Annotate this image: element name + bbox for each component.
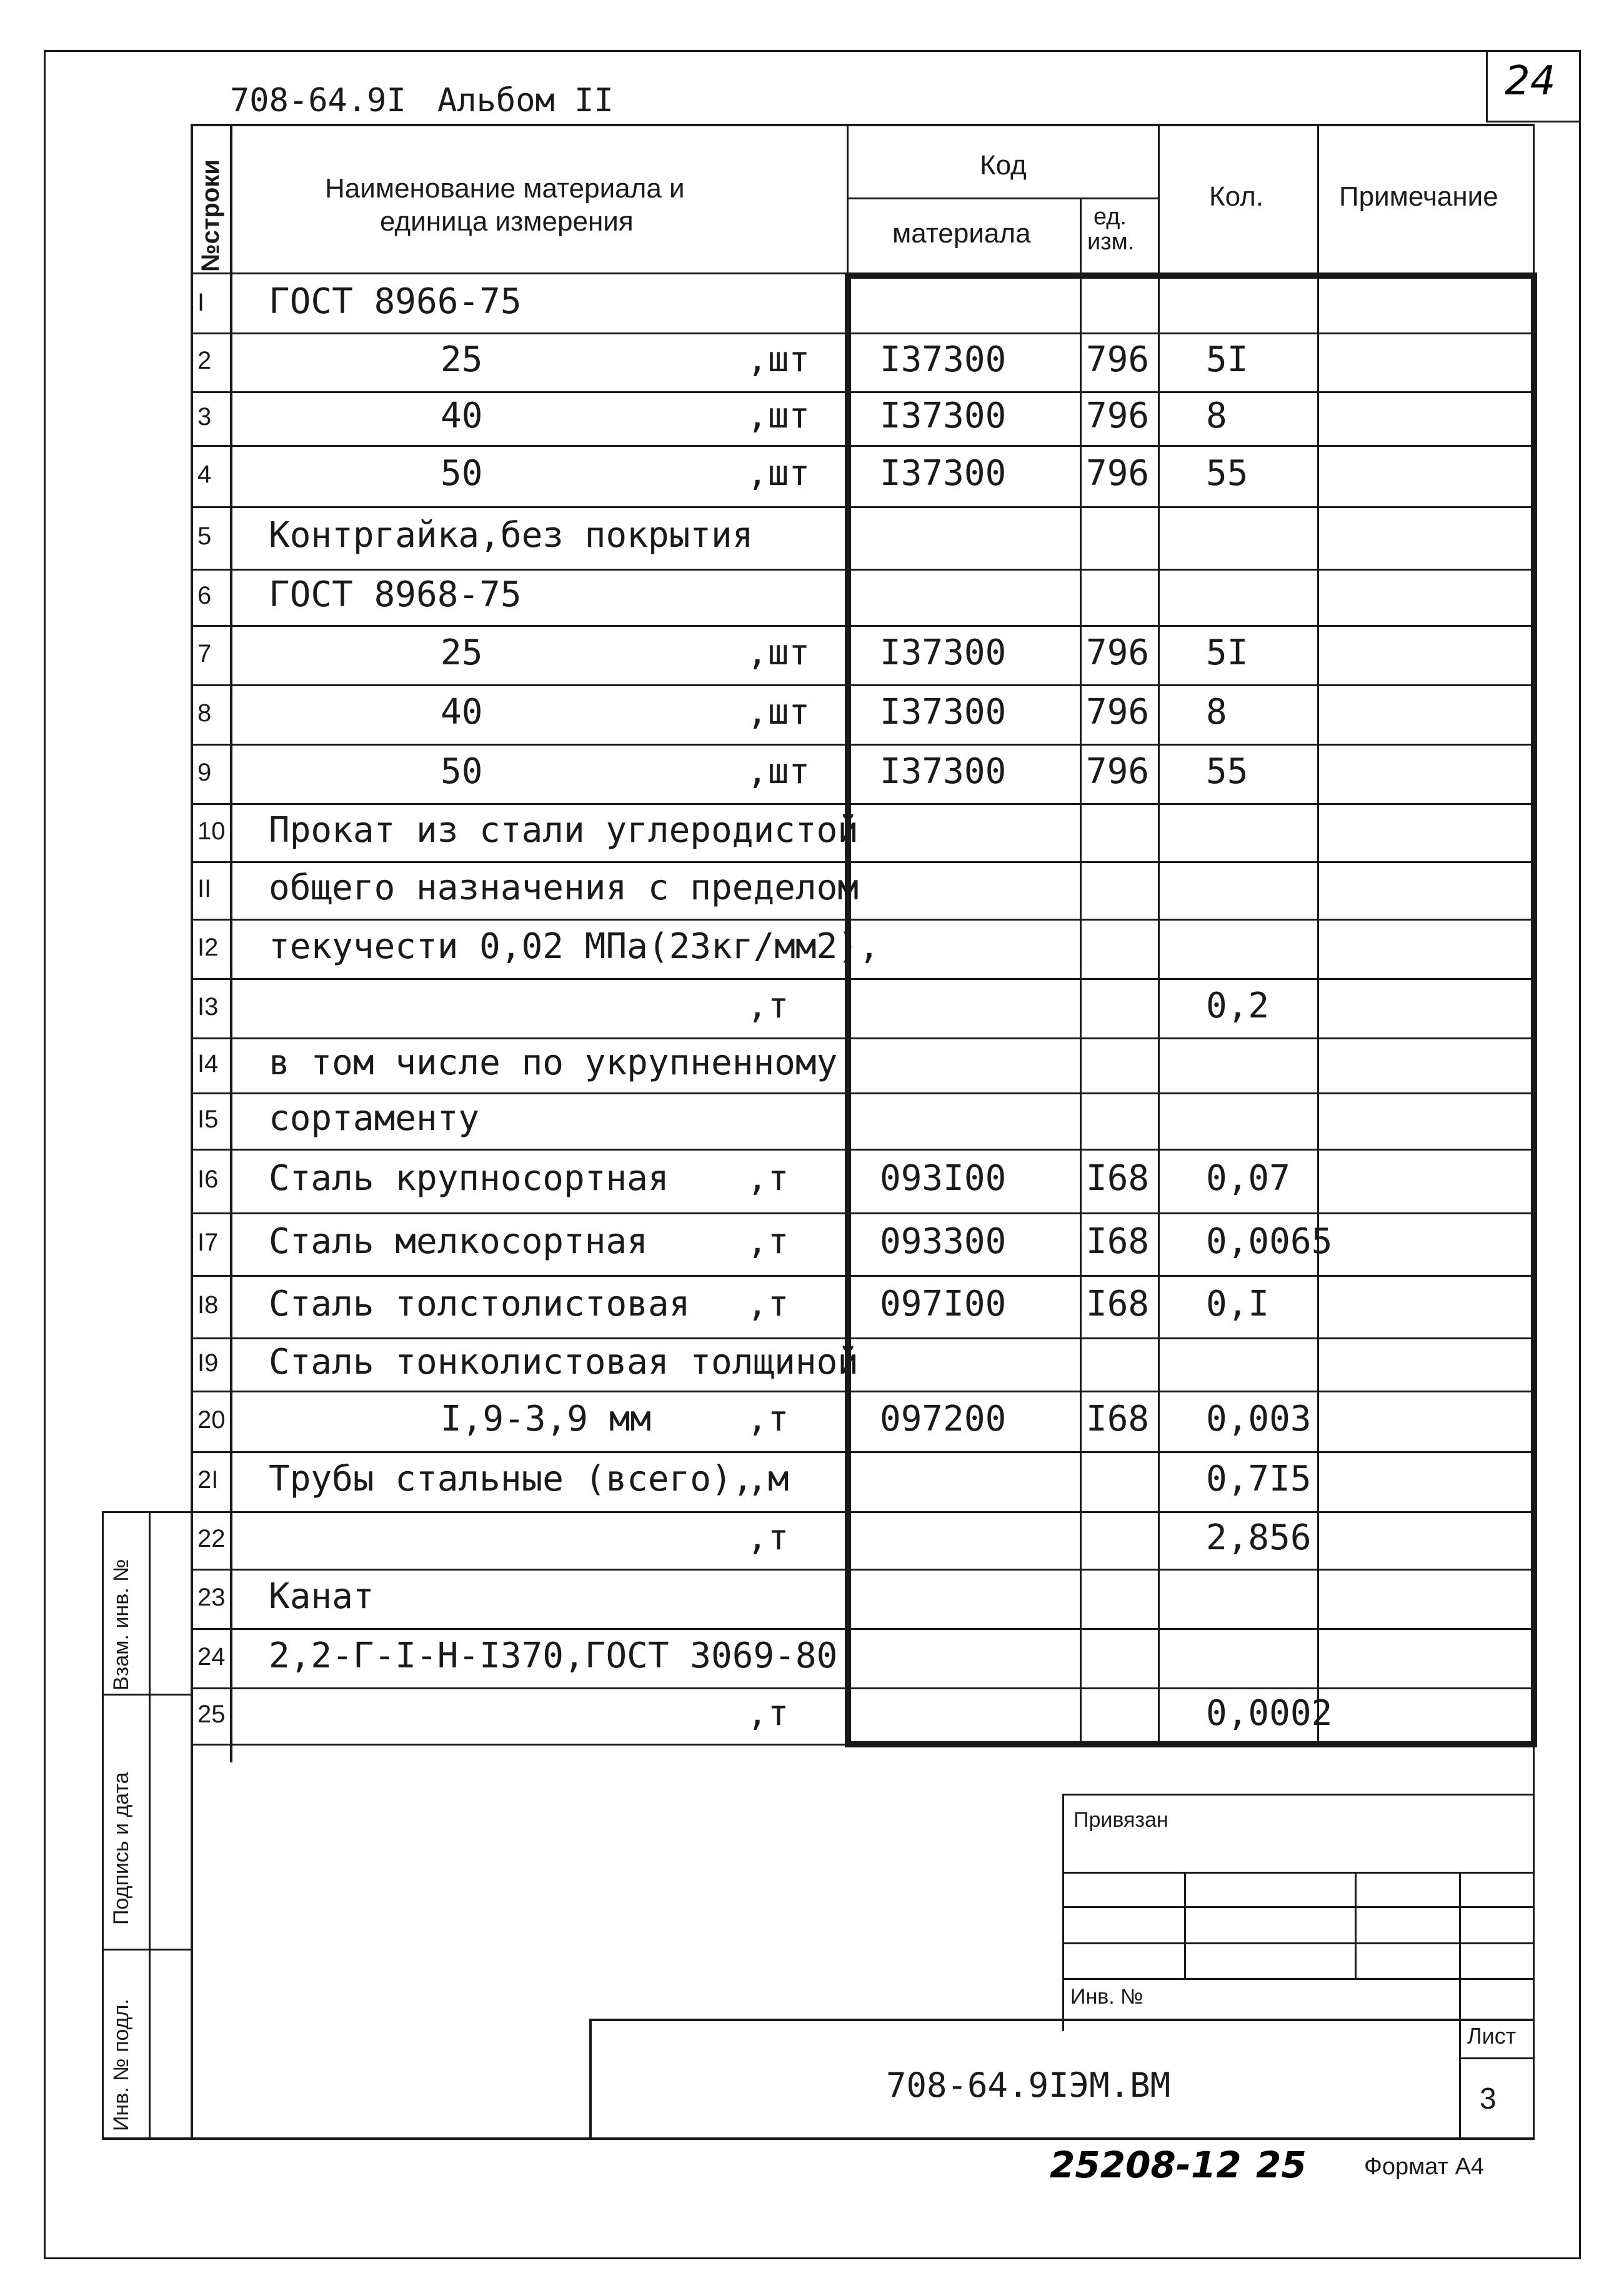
row-material-code: 097I00	[880, 1284, 1007, 1325]
row-material-code: 093I00	[880, 1158, 1007, 1199]
row-number: I	[197, 289, 205, 316]
row-separator	[191, 861, 1534, 863]
row-number: 10	[197, 817, 226, 845]
outer-frame-right	[1579, 50, 1581, 2259]
row-number: 5	[197, 522, 212, 550]
row-unit: ,т	[747, 1693, 789, 1734]
row-name: текучести 0,02 МПа(23кг/мм2),	[269, 926, 880, 967]
row-name: в том числе по укрупненному	[269, 1042, 838, 1084]
row-number: 25	[197, 1701, 226, 1728]
row-number: II	[197, 875, 212, 902]
stamp-privyazan: Привязан	[1074, 1808, 1168, 1832]
row-number: 8	[197, 699, 212, 727]
row-name: Прокат из стали углеродистой	[269, 809, 859, 851]
row-number: 2	[197, 347, 212, 374]
row-unit: ,т	[747, 1398, 789, 1439]
row-separator	[191, 1687, 1534, 1689]
row-unit: ,шт	[747, 453, 810, 494]
row-material-code: 097200	[880, 1398, 1007, 1439]
row-separator	[191, 1569, 1534, 1571]
row-unit: ,т	[747, 1221, 789, 1262]
row-number: 6	[197, 582, 212, 609]
row-quantity: 2,856	[1206, 1517, 1312, 1559]
row-quantity: 5I	[1206, 339, 1248, 381]
row-number: 23	[197, 1583, 226, 1611]
side-label-vzam-inv: Взам. инв. №	[109, 1559, 133, 1691]
row-unit-code: I68	[1086, 1221, 1150, 1262]
row-separator	[191, 569, 1534, 571]
row-unit: ,шт	[747, 339, 810, 381]
stamp-list-value: 3	[1480, 2082, 1497, 2116]
row-quantity: 8	[1206, 691, 1227, 732]
row-unit: ,т	[747, 1517, 789, 1559]
row-name: сортаменту	[269, 1098, 480, 1139]
col-header-code-unit-line2: изм.	[1087, 229, 1135, 255]
row-quantity: 0,0065	[1206, 1221, 1333, 1262]
stamp-inv-no: Инв. №	[1070, 1985, 1143, 2009]
row-separator	[191, 506, 1534, 508]
row-name: Канат	[269, 1576, 374, 1617]
row-number: I3	[197, 992, 219, 1021]
row-unit: ,т	[747, 1284, 789, 1325]
row-separator	[191, 1037, 1534, 1039]
album-code: 708-64.9I	[230, 82, 406, 119]
row-quantity: 0,2	[1206, 985, 1270, 1026]
row-number: I9	[197, 1349, 219, 1377]
row-number: 24	[197, 1642, 226, 1671]
col-header-row-no: №строки	[197, 159, 224, 272]
outer-frame-bottom	[44, 2257, 1581, 2259]
row-separator	[191, 684, 1534, 686]
col-header-code: Код	[980, 150, 1027, 181]
row-material-code: I37300	[880, 396, 1007, 437]
row-quantity: 5I	[1206, 632, 1248, 673]
row-quantity: 8	[1206, 396, 1227, 437]
row-name: ГОСТ 8968-75	[269, 574, 522, 616]
page-number-handwritten: 24	[1505, 58, 1556, 104]
row-unit-code: 796	[1086, 339, 1150, 381]
row-unit: ,т	[747, 985, 789, 1026]
row-name: Сталь мелкосортная	[269, 1221, 648, 1262]
row-unit-code: 796	[1086, 751, 1150, 792]
row-separator	[191, 1451, 1534, 1453]
row-unit-code: 796	[1086, 632, 1150, 673]
row-number: I5	[197, 1106, 219, 1133]
row-unit-code: I68	[1086, 1284, 1150, 1325]
row-separator	[191, 1511, 1534, 1513]
row-name: общего назначения с пределом	[269, 867, 859, 909]
row-name: 50	[441, 453, 483, 494]
row-unit: ,шт	[747, 396, 810, 437]
outer-frame-top	[44, 50, 1581, 52]
row-unit: ,шт	[747, 632, 810, 673]
row-separator	[191, 1337, 1534, 1339]
row-number: 20	[197, 1406, 226, 1434]
row-quantity: 0,0002	[1206, 1693, 1333, 1734]
row-name: Сталь тонколистовая толщиной	[269, 1341, 859, 1382]
col-header-qty: Кол.	[1209, 181, 1264, 212]
row-name: 2,2-Г-I-Н-I370,ГОСТ 3069-80	[269, 1635, 838, 1676]
row-name: Контргайка,без покрытия	[269, 515, 754, 556]
row-unit-code: I68	[1086, 1158, 1150, 1199]
row-name: 25	[441, 339, 483, 381]
row-unit-code: I68	[1086, 1398, 1150, 1439]
row-separator	[191, 1628, 1534, 1630]
row-unit-code: 796	[1086, 396, 1150, 437]
row-name: Сталь крупносортная	[269, 1158, 669, 1199]
col-header-name: Наименование материала и	[325, 173, 685, 204]
row-separator	[191, 744, 1534, 746]
row-separator	[191, 1275, 1534, 1277]
row-separator	[191, 803, 1534, 805]
side-label-inv-podl: Инв. № подл.	[109, 1999, 133, 2131]
row-number: I2	[197, 933, 219, 961]
col-header-name-line2: единица измерения	[380, 206, 634, 237]
row-name: 25	[441, 632, 483, 673]
col-header-code-unit: ед.	[1093, 204, 1127, 230]
row-name: ГОСТ 8966-75	[269, 281, 522, 322]
row-name: Трубы стальные (всего),	[269, 1459, 754, 1500]
row-material-code: 093300	[880, 1221, 1007, 1262]
row-name: 40	[441, 691, 483, 732]
col-header-code-material: материала	[892, 218, 1031, 249]
row-material-code: I37300	[880, 453, 1007, 494]
row-unit-code: 796	[1086, 453, 1150, 494]
row-number: I8	[197, 1291, 219, 1319]
outer-frame-left	[44, 50, 46, 2259]
row-number: 4	[197, 461, 212, 488]
row-number: 7	[197, 639, 212, 667]
row-name: 50	[441, 751, 483, 792]
row-material-code: I37300	[880, 339, 1007, 381]
row-separator	[191, 1092, 1534, 1094]
row-unit: ,т	[747, 1158, 789, 1199]
col-header-note: Примечание	[1339, 181, 1498, 212]
row-quantity: 55	[1206, 453, 1248, 494]
row-separator	[191, 332, 1534, 334]
row-separator	[191, 1212, 1534, 1214]
row-number: 2I	[197, 1466, 219, 1494]
row-quantity: 55	[1206, 751, 1248, 792]
row-separator	[191, 1391, 1534, 1392]
row-name: 40	[441, 396, 483, 437]
row-separator	[191, 391, 1534, 393]
row-number: 9	[197, 758, 212, 786]
row-quantity: 0,003	[1206, 1398, 1312, 1439]
stamp-list-label: Лист	[1467, 2023, 1517, 2049]
footer-handwritten-code: 25208-12	[1050, 2144, 1242, 2186]
row-material-code: I37300	[880, 691, 1007, 732]
row-separator	[191, 445, 1534, 447]
side-label-podpis-data: Подпись и дата	[109, 1772, 133, 1925]
row-unit: ,шт	[747, 751, 810, 792]
row-unit: ,м	[747, 1459, 789, 1500]
row-number: 22	[197, 1525, 226, 1552]
row-quantity: 0,07	[1206, 1158, 1290, 1199]
row-name: Сталь толстолистовая	[269, 1284, 690, 1325]
row-material-code: I37300	[880, 751, 1007, 792]
album-label: Альбом II	[437, 82, 614, 119]
row-number: I6	[197, 1166, 219, 1193]
row-separator	[191, 919, 1534, 921]
row-number: I4	[197, 1050, 219, 1077]
footer-format: Формат А4	[1364, 2154, 1485, 2180]
stamp-doc-code: 708-64.9IЭМ.ВМ	[886, 2066, 1171, 2105]
row-separator	[191, 1149, 1534, 1151]
row-unit-code: 796	[1086, 691, 1150, 732]
row-number: 3	[197, 403, 212, 431]
row-name: I,9-3,9 мм	[441, 1398, 652, 1439]
row-material-code: I37300	[880, 632, 1007, 673]
row-separator	[191, 625, 1534, 627]
footer-handwritten-page: 25	[1256, 2144, 1307, 2186]
row-quantity: 0,I	[1206, 1284, 1270, 1325]
row-number: I7	[197, 1229, 219, 1256]
row-quantity: 0,7I5	[1206, 1459, 1312, 1500]
row-separator	[191, 978, 1534, 980]
row-unit: ,шт	[747, 691, 810, 732]
